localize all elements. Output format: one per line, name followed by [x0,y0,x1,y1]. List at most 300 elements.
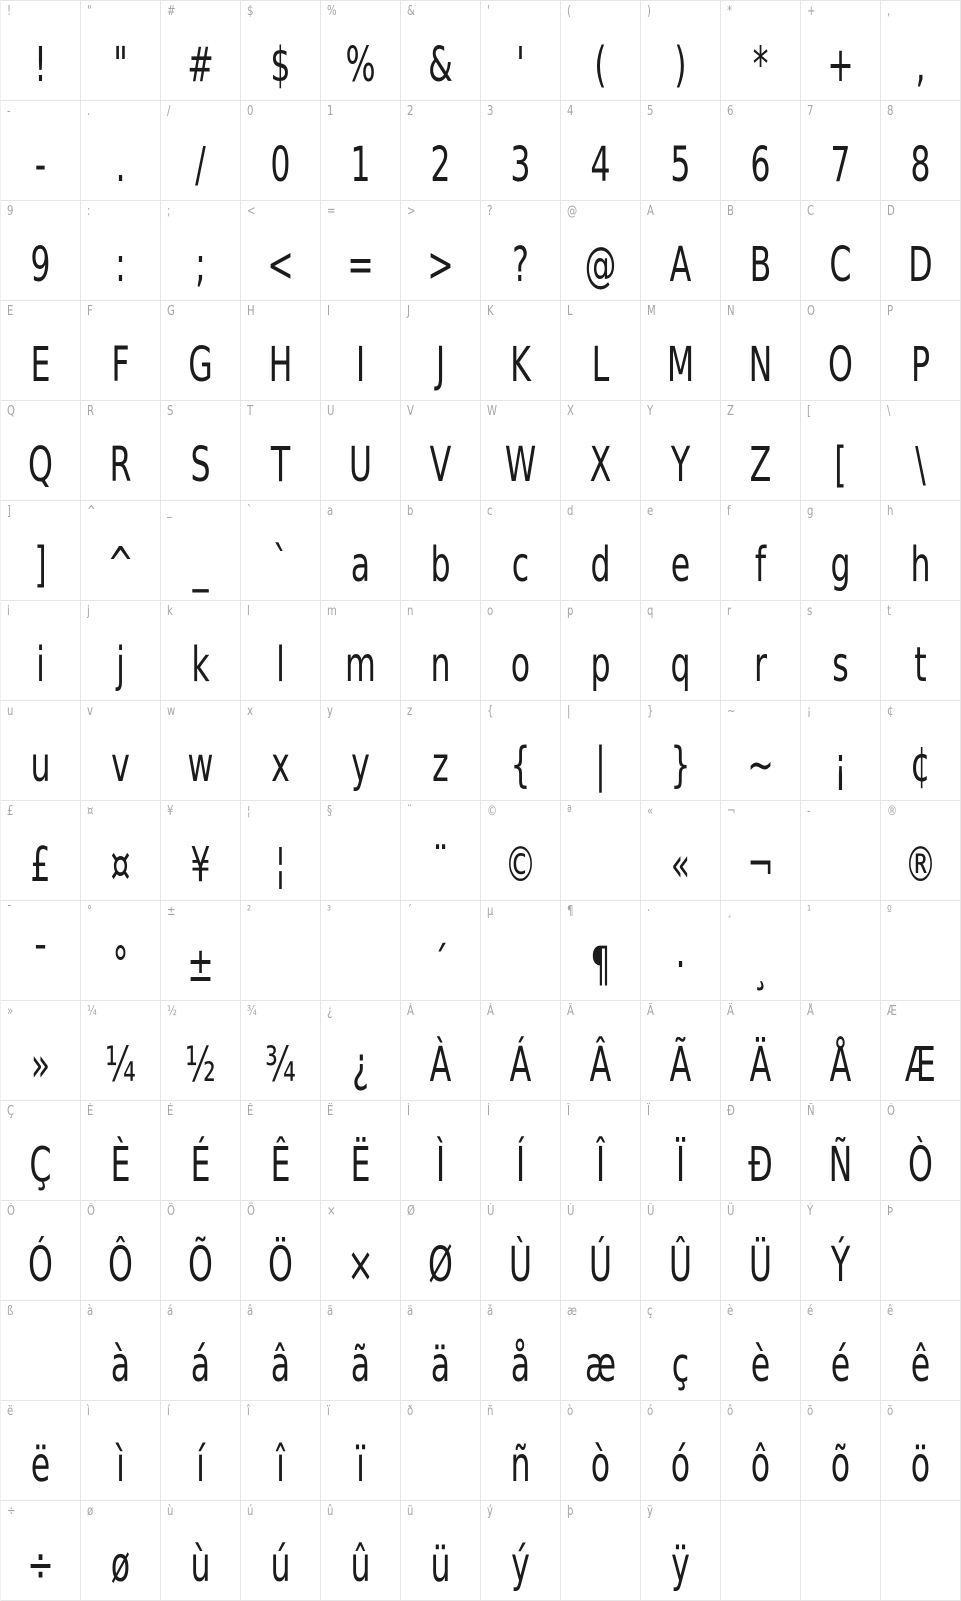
cell-codepoint-label: ® [887,804,898,819]
cell-glyph: 7 [830,137,851,193]
cell-glyph: ^ [107,537,134,593]
cell-glyph: < [267,237,294,293]
cell-glyph: = [347,237,374,293]
cell-codepoint-label: ( [567,4,571,19]
cell-codepoint-label: K [487,304,494,319]
cell-glyph: ¶ [590,937,611,993]
cell-codepoint-label: á [167,1304,174,1319]
cell-codepoint-label: u [7,704,14,719]
glyph-cell [81,201,161,301]
cell-codepoint-label: ¯ [7,904,13,919]
glyph-cell [161,1201,241,1301]
cell-codepoint-label: m [327,604,337,619]
cell-codepoint-label: º [887,904,892,919]
glyph-cell [561,301,641,401]
cell-codepoint-label: Ë [327,1104,334,1119]
glyph-cell [241,201,321,301]
glyph-cell [1,1401,81,1501]
glyph-cell [81,401,161,501]
glyph-cell [161,1,241,101]
cell-glyph: ü [430,1537,451,1593]
cell-codepoint-label: ² [247,904,252,919]
glyph-cell [481,601,561,701]
cell-codepoint-label: - [7,104,11,119]
cell-glyph: & [428,37,453,93]
glyph-cell [481,1201,561,1301]
cell-glyph: Í [515,1137,526,1193]
glyph-cell [161,1401,241,1501]
glyph-cell [641,1,721,101]
cell-glyph: ñ [510,1437,531,1493]
cell-codepoint-label: Æ [887,1004,897,1019]
cell-codepoint-label: - [807,804,811,819]
cell-glyph: õ [830,1437,851,1493]
cell-codepoint-label: ' [487,4,490,19]
cell-codepoint-label: ± [167,904,176,919]
glyph-cell [241,401,321,501]
glyph-cell [401,401,481,501]
glyph-cell [881,701,961,801]
cell-codepoint-label: í [167,1404,170,1419]
cell-codepoint-label: ; [167,204,171,219]
cell-glyph: 5 [670,137,691,193]
glyph-cell [321,701,401,801]
glyph-cell [81,901,161,1001]
glyph-cell [801,1201,881,1301]
cell-codepoint-label: h [887,504,894,519]
cell-codepoint-label: Ð [727,1104,735,1119]
glyph-cell [81,1301,161,1401]
cell-codepoint-label: ¢ [887,704,894,719]
glyph-cell [161,901,241,1001]
glyph-cell [721,1201,801,1301]
cell-glyph: } [670,737,691,793]
glyph-cell [561,201,641,301]
glyph-cell [1,301,81,401]
glyph-cell [641,901,721,1001]
cell-glyph: e [670,537,691,593]
cell-glyph: > [427,237,454,293]
cell-glyph: · [675,937,686,993]
cell-glyph: ú [270,1537,291,1593]
cell-codepoint-label: ú [247,1504,254,1519]
cell-glyph: £ [30,837,51,893]
cell-glyph: Å [829,1037,852,1093]
cell-glyph: 4 [590,137,611,193]
glyph-cell [641,1101,721,1201]
glyph-cell [1,101,81,201]
cell-glyph: ' [516,37,525,93]
cell-glyph: Ò [908,1137,933,1193]
cell-glyph: M [666,337,695,393]
glyph-cell [321,1101,401,1201]
cell-glyph: Ø [428,1237,453,1293]
glyph-cell [881,1501,961,1601]
cell-glyph: 3 [510,137,531,193]
glyph-cell [721,1501,801,1601]
glyph-cell [81,501,161,601]
glyph-cell [801,901,881,1001]
cell-glyph: n [430,637,451,693]
glyph-cell [561,901,641,1001]
cell-codepoint-label: } [647,704,654,719]
cell-glyph: C [829,237,852,293]
glyph-cell [801,1,881,101]
glyph-cell [161,701,241,801]
cell-codepoint-label: É [167,1104,174,1119]
cell-codepoint-label: ! [7,4,12,19]
cell-glyph: Ü [748,1237,773,1293]
cell-codepoint-label: ¡ [807,704,812,719]
cell-glyph: @ [584,237,617,293]
glyph-cell [401,1,481,101]
glyph-cell [321,901,401,1001]
cell-glyph: * [752,37,769,93]
glyph-cell [721,1,801,101]
glyph-cell [641,301,721,401]
glyph-cell [561,801,641,901]
cell-glyph: Ú [588,1237,613,1293]
cell-glyph: å [510,1337,531,1393]
glyph-cell [1,401,81,501]
cell-codepoint-label: ã [327,1304,334,1319]
cell-codepoint-label: · [647,904,651,919]
cell-codepoint-label: e [647,504,654,519]
glyph-cell [1,201,81,301]
glyph-cell [81,1401,161,1501]
cell-codepoint-label: ë [7,1404,14,1419]
glyph-cell [721,701,801,801]
glyph-cell [481,401,561,501]
cell-codepoint-label: B [727,204,734,219]
cell-glyph: è [750,1337,771,1393]
cell-glyph: K [510,337,531,393]
cell-glyph: ( [594,37,607,93]
cell-codepoint-label: ï [327,1404,330,1419]
glyph-cell [401,501,481,601]
glyph-cell [161,1001,241,1101]
glyph-cell [881,401,961,501]
cell-glyph: û [350,1537,371,1593]
cell-glyph: ê [910,1337,931,1393]
glyph-cell [481,1501,561,1601]
cell-codepoint-label: Z [727,404,734,419]
glyph-cell [321,801,401,901]
cell-glyph: ë [30,1437,51,1493]
cell-codepoint-label: I [327,304,330,319]
glyph-cell [801,701,881,801]
cell-glyph: a [350,537,371,593]
cell-codepoint-label: W [487,404,498,419]
cell-glyph: ì [116,1437,125,1493]
cell-codepoint-label: È [87,1104,94,1119]
cell-codepoint-label: ¸ [727,904,733,919]
glyph-cell [881,601,961,701]
glyph-cell [321,1201,401,1301]
glyph-cell [321,401,401,501]
cell-glyph: 2 [430,137,451,193]
cell-glyph: | [595,737,606,793]
cell-glyph: ò [590,1437,611,1493]
glyph-cell [481,801,561,901]
cell-codepoint-label: ü [407,1504,414,1519]
cell-codepoint-label: ¤ [87,804,94,819]
cell-glyph: y [351,737,370,793]
cell-codepoint-label: æ [567,1304,577,1319]
cell-glyph: ¸ [752,937,769,993]
cell-codepoint-label: Õ [167,1204,175,1219]
cell-glyph: Ä [749,1037,772,1093]
glyph-cell [561,701,641,801]
cell-codepoint-label: 3 [487,104,494,119]
cell-codepoint-label: ) [647,4,651,19]
cell-glyph: 9 [30,237,51,293]
cell-codepoint-label: q [647,604,654,619]
glyph-cell [401,1201,481,1301]
glyph-cell [561,1101,641,1201]
cell-codepoint-label: ^ [87,504,96,519]
glyph-cell [881,1,961,101]
cell-codepoint-label: ð [407,1404,414,1419]
cell-glyph: ÿ [671,1537,690,1593]
glyph-cell [241,701,321,801]
cell-codepoint-label: Ä [727,1004,734,1019]
cell-codepoint-label: 6 [727,104,734,119]
cell-codepoint-label: H [247,304,255,319]
cell-codepoint-label: = [327,204,336,219]
cell-glyph: ® [904,837,937,893]
cell-glyph: È [110,1137,131,1193]
glyph-cell [241,1101,321,1201]
cell-codepoint-label: . [87,104,91,119]
glyph-cell [481,1401,561,1501]
cell-glyph: Ö [268,1237,293,1293]
glyph-cell [241,801,321,901]
glyph-cell [321,1,401,101]
cell-glyph: , [915,37,926,93]
cell-glyph: D [908,237,933,293]
cell-glyph: # [187,37,214,93]
glyph-cell [881,1401,961,1501]
glyph-cell [401,701,481,801]
cell-codepoint-label: ò [567,1404,574,1419]
cell-codepoint-label: Ó [7,1204,15,1219]
cell-codepoint-label: p [567,604,574,619]
cell-glyph: X [589,437,612,493]
glyph-cell [1,901,81,1001]
glyph-cell [641,1501,721,1601]
cell-codepoint-label: ÷ [7,1504,16,1519]
cell-glyph: À [429,1037,452,1093]
cell-codepoint-label: S [167,404,174,419]
cell-glyph: © [504,837,537,893]
cell-glyph: Ð [748,1137,773,1193]
glyph-cell [1,1,81,101]
glyph-cell [1,601,81,701]
glyph-cell [81,1001,161,1101]
cell-glyph: Õ [188,1237,213,1293]
cell-codepoint-label: ê [887,1304,894,1319]
cell-glyph: Æ [905,1037,936,1093]
glyph-cell [161,1101,241,1201]
cell-codepoint-label: @ [567,204,578,219]
cell-glyph: á [190,1337,211,1393]
glyph-cell [801,601,881,701]
glyph-cell [721,401,801,501]
cell-glyph: Ô [108,1237,133,1293]
cell-codepoint-label: î [247,1404,250,1419]
cell-codepoint-label: { [487,704,494,719]
glyph-cell [401,201,481,301]
cell-glyph: u [30,737,51,793]
cell-glyph: ä [430,1337,451,1393]
cell-codepoint-label: U [327,404,335,419]
cell-codepoint-label: w [167,704,176,719]
cell-glyph: ï [356,1437,365,1493]
glyph-cell [561,101,641,201]
cell-glyph: P [910,337,931,393]
cell-glyph: r [753,637,768,693]
cell-glyph: í [196,1437,205,1493]
cell-codepoint-label: Ñ [807,1104,815,1119]
glyph-cell [561,1,641,101]
cell-glyph: ó [670,1437,691,1493]
cell-codepoint-label: x [247,704,254,719]
cell-codepoint-label: D [887,204,895,219]
cell-codepoint-label: | [567,704,571,719]
glyph-cell [641,701,721,801]
cell-glyph: Â [589,1037,612,1093]
cell-codepoint-label: n [407,604,414,619]
cell-codepoint-label: G [167,304,175,319]
cell-codepoint-label: s [807,604,813,619]
glyph-cell [481,901,561,1001]
cell-codepoint-label: A [647,204,654,219]
glyph-cell [561,501,641,601]
cell-glyph: J [435,337,446,393]
glyph-cell [881,801,961,901]
cell-codepoint-label: 1 [327,104,334,119]
cell-codepoint-label: ` [247,504,253,519]
cell-glyph: s [832,637,849,693]
cell-codepoint-label: z [407,704,413,719]
cell-glyph: V [429,437,452,493]
cell-codepoint-label: Û [647,1204,655,1219]
cell-codepoint-label: ] [7,504,11,519]
glyph-cell [481,101,561,201]
cell-codepoint-label: ö [887,1404,894,1419]
cell-codepoint-label: À [407,1004,414,1019]
cell-glyph: 8 [910,137,931,193]
cell-codepoint-label: ³ [327,904,332,919]
cell-glyph: t [914,637,927,693]
cell-codepoint-label: $ [247,4,254,19]
cell-glyph: [ [834,437,847,493]
cell-codepoint-label: V [407,404,414,419]
cell-glyph: 6 [750,137,771,193]
cell-glyph: R [109,437,132,493]
cell-glyph: ? [512,237,529,293]
cell-glyph: é [830,1337,851,1393]
cell-codepoint-label: £ [7,804,14,819]
cell-glyph: " [113,37,128,93]
glyph-cell [561,601,641,701]
glyph-cell [721,1401,801,1501]
cell-codepoint-label: C [807,204,815,219]
glyph-cell [641,1001,721,1101]
glyph-cell [561,1001,641,1101]
glyph-cell [561,1201,641,1301]
cell-codepoint-label: L [567,304,573,319]
glyph-cell [881,901,961,1001]
glyph-cell [801,1101,881,1201]
cell-codepoint-label: # [167,4,176,19]
cell-codepoint-label: r [727,604,732,619]
glyph-cell [241,1401,321,1501]
glyph-cell [481,701,561,801]
cell-codepoint-label: ¨ [407,804,413,819]
cell-codepoint-label: Ø [407,1204,415,1219]
glyph-cell [401,1501,481,1601]
cell-glyph: T [270,437,291,493]
cell-glyph: S [190,437,211,493]
cell-glyph: L [591,337,610,393]
glyph-cell [241,901,321,1001]
glyph-cell [881,1201,961,1301]
cell-glyph: ¿ [352,1037,369,1093]
glyph-cell [801,801,881,901]
glyph-cell [161,1301,241,1401]
glyph-cell [1,1101,81,1201]
cell-codepoint-label: v [87,704,94,719]
cell-glyph: j [116,637,125,693]
glyph-cell [721,1301,801,1401]
cell-glyph: Ó [28,1237,53,1293]
glyph-cell [401,301,481,401]
cell-codepoint-label: Ö [247,1204,255,1219]
cell-codepoint-label: û [327,1504,334,1519]
cell-glyph: ¨ [432,837,449,893]
cell-glyph: + [827,37,854,93]
glyph-cell [401,801,481,901]
cell-glyph: â [270,1337,291,1393]
cell-codepoint-label: E [7,304,14,319]
cell-codepoint-label: é [807,1304,814,1319]
cell-codepoint-label: ¦ [247,804,251,819]
cell-codepoint-label: ù [167,1504,174,1519]
cell-codepoint-label: à [87,1304,94,1319]
cell-glyph: ¾ [265,1037,296,1093]
cell-codepoint-label: o [487,604,494,619]
cell-glyph: H [268,337,293,393]
cell-glyph: \ [915,437,926,493]
cell-codepoint-label: t [887,604,891,619]
glyph-cell [81,1101,161,1201]
cell-codepoint-label: y [327,704,334,719]
cell-codepoint-label: 0 [247,104,254,119]
cell-glyph: W [504,437,537,493]
cell-codepoint-label: l [247,604,250,619]
cell-glyph: ý [511,1537,530,1593]
cell-glyph: % [345,37,376,93]
glyph-cell [1,1201,81,1301]
glyph-cell [1,1301,81,1401]
cell-codepoint-label: < [247,204,256,219]
cell-glyph: Ê [270,1137,291,1193]
cell-glyph: ) [674,37,687,93]
cell-codepoint-label: õ [807,1404,814,1419]
cell-glyph: ¡ [834,737,847,793]
